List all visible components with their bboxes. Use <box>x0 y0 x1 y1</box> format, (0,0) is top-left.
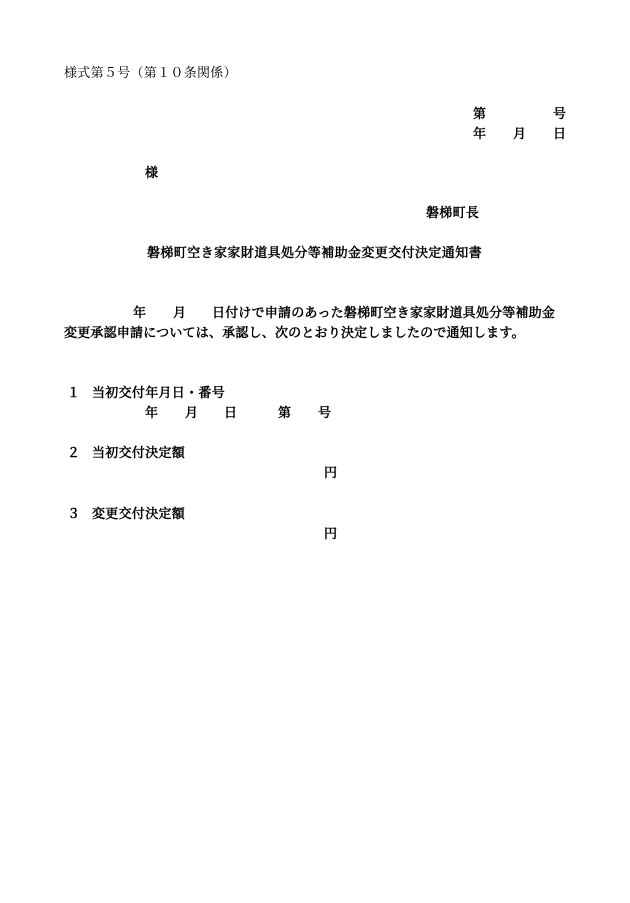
body-line2: 変更承認申請については、承認し、次のとおり決定しましたので通知します。 <box>64 326 525 341</box>
item-2-label: 当初交付決定額 <box>92 446 186 461</box>
document-title: 磐梯町空き家家財道具処分等補助金変更交付決定通知書 <box>147 246 483 261</box>
item-3-number: ３ <box>67 507 81 522</box>
recipient-honorific: 様 <box>145 166 159 181</box>
item-1-no-prefix: 第 <box>278 406 292 421</box>
item-2-unit: 円 <box>324 466 338 481</box>
header-number-suffix: 号 <box>553 107 567 122</box>
item-1-number: １ <box>67 386 81 401</box>
form-number: 様式第５号（第１０条関係） <box>64 66 237 81</box>
body-month: 月 <box>173 306 187 321</box>
header-date-day: 日 <box>553 127 567 142</box>
item-1-year: 年 <box>145 406 159 421</box>
header-number-prefix: 第 <box>473 107 487 122</box>
item-1-month: 月 <box>185 406 199 421</box>
header-date-year: 年 <box>473 127 487 142</box>
item-1-no-suffix: 号 <box>318 406 332 421</box>
body-year: 年 <box>133 306 147 321</box>
item-1-label: 当初交付年月日・番号 <box>92 386 226 401</box>
issuer-name: 磐梯町長 <box>426 206 480 221</box>
item-3-unit: 円 <box>324 527 338 542</box>
item-2-number: ２ <box>67 446 81 461</box>
item-1-day: 日 <box>224 406 238 421</box>
header-date-month: 月 <box>513 127 527 142</box>
item-3-label: 変更交付決定額 <box>92 507 186 522</box>
body-line1-rest: 日付けで申請のあった磐梯町空き家家財道具処分等補助金 <box>212 306 556 321</box>
